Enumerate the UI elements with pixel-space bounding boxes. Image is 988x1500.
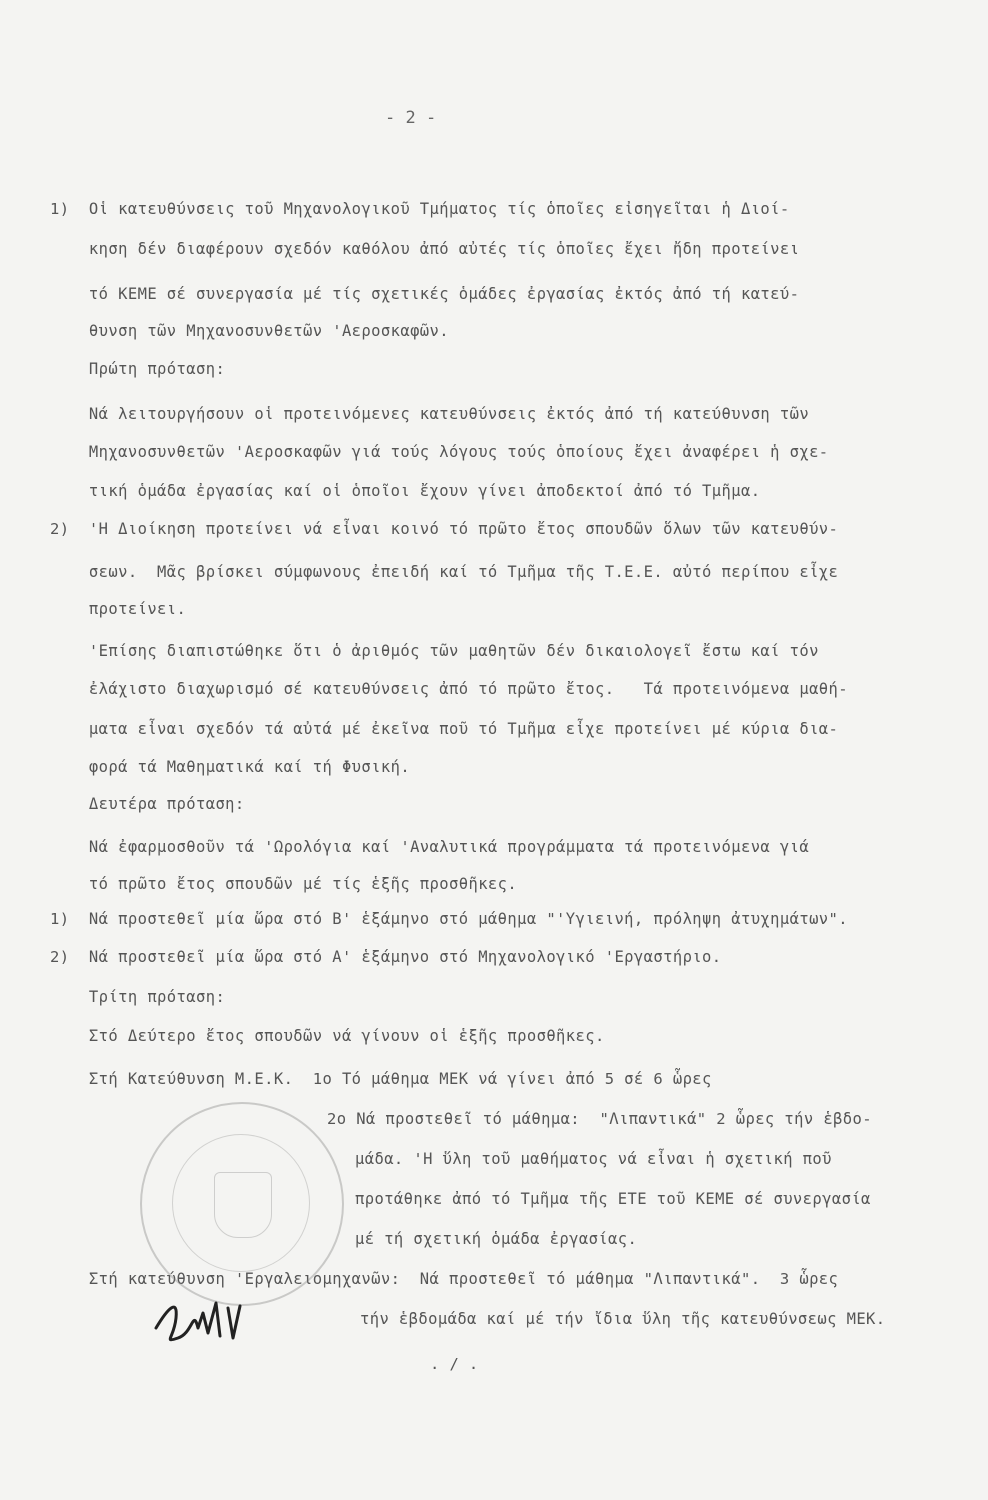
text-line: προτάθηκε ἀπό τό Τμῆμα τῆς ΕΤΕ τοῦ ΚΕΜΕ σέ συνεργασία: [355, 1190, 871, 1208]
text-line: τό ΚΕΜΕ σέ συνεργασία μέ τίς σχετικές ὁμάδες ἐργασίας ἐκτός ἀπό τή κατεύ-: [50, 285, 800, 303]
text-line: μέ τή σχετική ὁμάδα ἐργασίας.: [355, 1230, 638, 1248]
text-line: τήν ἑβδομάδα καί μέ τήν ἴδια ὕλη τῆς κατευθύνσεως ΜΕΚ.: [360, 1310, 886, 1328]
text-line: Νά λειτουργήσουν οἱ προτεινόμενες κατευθύνσεις ἐκτός ἀπό τή κατεύθυνση τῶν: [50, 405, 810, 423]
handwritten-signature: [148, 1288, 258, 1348]
section-heading: Δευτέρα πρόταση:: [50, 795, 245, 813]
text-line: τική ὁμάδα ἐργασίας καί οἱ ὁποῖοι ἔχουν γίνει ἀποδεκτοί ἀπό τό Τμῆμα.: [50, 482, 761, 500]
text-line: κηση δέν διαφέρουν σχεδόν καθόλου ἀπό αὐτές τίς ὁποῖες ἔχει ἤδη προτείνει: [50, 240, 800, 258]
text-line: 2) Νά προστεθεῖ μία ὥρα στό Α' ἑξάμηνο στό Μηχανολογικό 'Εργαστήριο.: [50, 948, 722, 966]
section-heading: Τρίτη πρόταση:: [50, 988, 226, 1006]
text-line: 1) Οἱ κατευθύνσεις τοῦ Μηχανολογικοῦ Τμήματος τίς ὁποῖες εἰσηγεῖται ἡ Διοί-: [50, 200, 790, 218]
text-line: 2) 'Η Διοίκηση προτείνει νά εἶναι κοινό τό πρῶτο ἔτος σπουδῶν ὅλων τῶν κατευθύν-: [50, 520, 839, 538]
text-line: φορά τά Μαθηματικά καί τή Φυσική.: [50, 758, 411, 776]
text-line: ματα εἶναι σχεδόν τά αὐτά μέ ἐκεῖνα ποῦ τό Τμῆμα εἶχε προτείνει μέ κύρια δια-: [50, 720, 839, 738]
text-line: σεων. Μᾶς βρίσκει σύμφωνους ἐπειδή καί τό Τμῆμα τῆς Τ.Ε.Ε. αὐτό περίπου εἶχε: [50, 563, 839, 581]
text-line: Μηχανοσυνθετῶν 'Αεροσκαφῶν γιά τούς λόγους τούς ὁποίους ἔχει ἀναφέρει ἡ σχε-: [50, 443, 829, 461]
text-line: Στό Δεύτερο ἔτος σπουδῶν νά γίνουν οἱ ἑξῆς προσθῆκες.: [50, 1027, 605, 1045]
text-line: 'Επίσης διαπιστώθηκε ὅτι ὁ ἀριθμός τῶν μαθητῶν δέν δικαιολογεῖ ἔστω καί τόν: [50, 642, 819, 660]
coat-of-arms-icon: [214, 1172, 272, 1238]
text-line: 2ο Νά προστεθεῖ τό μάθημα: "Λιπαντικά" 2 ὧρες τήν ἑβδο-: [327, 1110, 872, 1128]
text-line: μάδα. 'Η ὕλη τοῦ μαθήματος νά εἶναι ἡ σχετική ποῦ: [355, 1150, 832, 1168]
text-line: θυνση τῶν Μηχανοσυνθετῶν 'Αεροσκαφῶν.: [50, 322, 450, 340]
text-line: Στή κατεύθυνση 'Εργαλειομηχανῶν: Νά προστεθεῖ τό μάθημα "Λιπαντικά". 3 ὧρες: [50, 1270, 839, 1288]
text-line: προτείνει.: [50, 600, 187, 618]
section-heading: Πρώτη πρόταση:: [50, 360, 226, 378]
official-seal: [140, 1102, 344, 1306]
text-line: τό πρῶτο ἔτος σπουδῶν μέ τίς ἑξῆς προσθῆκες.: [50, 875, 518, 893]
page-number: - 2 -: [385, 108, 437, 128]
text-line: Νά ἐφαρμοσθοῦν τά 'Ωρολόγια καί 'Αναλυτικά προγράμματα τά προτεινόμενα γιά: [50, 838, 810, 856]
text-line: Στή Κατεύθυνση Μ.Ε.Κ. 1ο Τό μάθημα ΜΕΚ νά γίνει ἀπό 5 σέ 6 ὧρες: [50, 1070, 712, 1088]
continuation-mark: . / .: [430, 1355, 479, 1373]
text-line: 1) Νά προστεθεῖ μία ὥρα στό Β' ἑξάμηνο στό μάθημα "'Υγιεινή, πρόληψη ἀτυχημάτων".: [50, 910, 849, 928]
text-line: ἐλάχιστο διαχωρισμό σέ κατευθύνσεις ἀπό τό πρῶτο ἔτος. Τά προτεινόμενα μαθή-: [50, 680, 849, 698]
